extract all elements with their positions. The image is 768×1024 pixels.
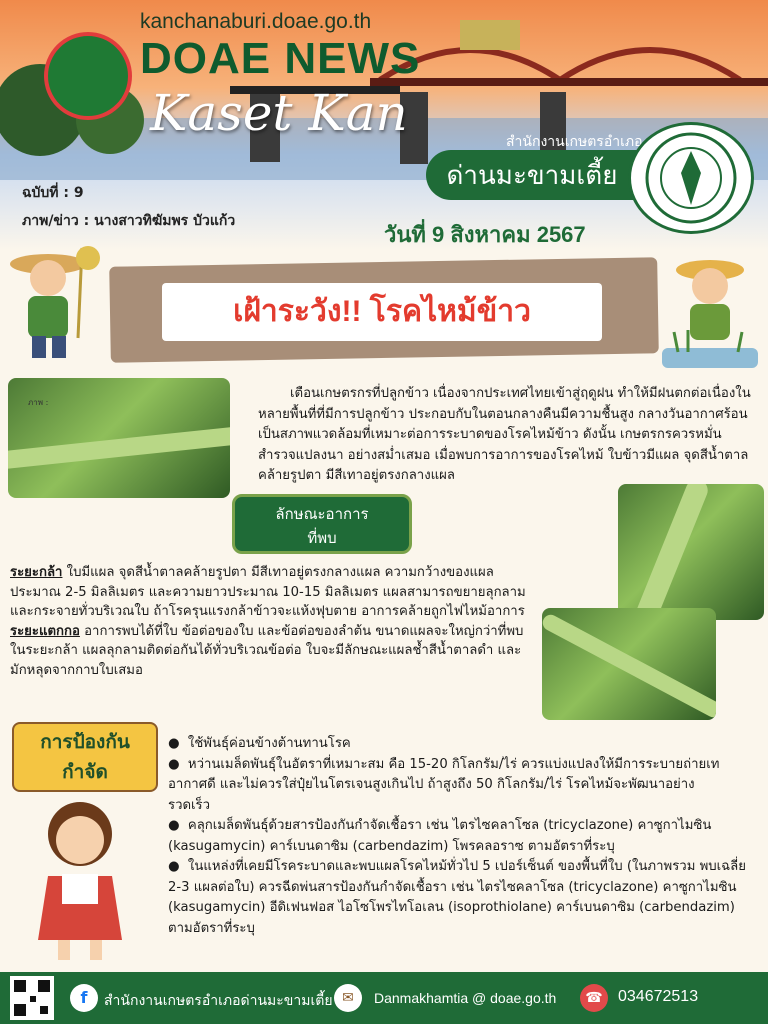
qr-code[interactable] [10,976,54,1020]
photo-caption: ภาพ : [28,398,49,407]
prevention-label-line2: กำจัด [62,762,108,783]
email-address[interactable]: Danmakhamtia @ doae.go.th [374,990,557,1006]
phone-number[interactable]: 034672513 [618,988,699,1005]
issue-date: วันที่ 9 สิงหาคม 2567 [384,222,586,247]
tillering-text: อาการพบได้ที่ใบ ข้อต่อของใบ และข้อต่อของลำต้น ขนาดแผลจะใหญ่กว่าที่พบในระยะกล้า แผลลุกลามติดต่อกันได้ทั่วบริเวณข้อต่อ ใบจะมีลักษณะแผลช้ำสีน้ำตาลดำ และมักหลุดจากกาบใบเสมอ [10,623,524,678]
prevention-item: ● ในแหล่งที่เคยมีโรคระบาดและพบแผลโรคไหม้ทั่วไป 5 เปอร์เซ็นต์ ของพื้นที่ใบ (ในภาพรวม พบเฉลี่ย 2-3 แผลต่อใบ) ควรฉีดพ่นสารป้องกันกำจัดเชื้อรา เช่น ไตรไซคลาโซล (tricyclazone) คาซูกาไมซิน (kasugamycin) อีดิเฟนฟอส ไอโซโพรไทโอเลน (isoprothiolane) คาร์เบนดาซิม (carbendazim) ตามอัตราที่ระบุ [168,859,746,936]
facebook-page[interactable]: สำนักงานเกษตรอำเภอด่านมะขามเตี้ย [104,992,333,1008]
issue-number: ฉบับที่ : 9 [22,185,84,201]
photo-news-credit: ภาพ/ข่าว : นางสาวทิฆัมพร บัวแก้ว [22,213,236,229]
headline: เฝ้าระวัง!! โรคไหม้ข้าว [233,295,531,328]
email-icon[interactable]: ✉ [334,984,362,1012]
prevention-list [168,734,754,939]
department-seal [628,122,754,234]
prevention-item: ● คลุกเมล็ดพันธุ์ด้วยสารป้องกันกำจัดเชื้อรา เช่น ไตรไซคลาโซล (tricyclazone) คาซูกาไมซิน (kasugamycin) คาร์เบนดาซิม (carbendazim) โพรคลอราซ ตามอัตราที่ระบุ [168,818,712,854]
girl-illustration [22,790,138,966]
rice-leaf-photo-2 [618,484,764,620]
facebook-icon[interactable]: f [70,984,98,1012]
prevention-item-cont: รวดเร็ว [168,797,211,813]
farmer-right-illustration [658,252,762,372]
department-logo [44,32,132,120]
rice-leaf-photo-3 [542,608,716,720]
symptoms-label-line1: ลักษณะอาการ [275,506,369,523]
prevention-label [12,722,158,792]
rice-leaf-photo-1 [8,378,230,498]
seedling-text: ใบมีแผล จุดสีน้ำตาลคล้ายรูปตา มีสีเทาอยู่ตรงกลางแผล ความกว้างของแผลประมาณ 2-5 มิลลิเมตร และความยาวประมาณ 10-15 มิลลิเมตร แผลสามารถขยายลุกลามและกระจายทั่วบริเวณใบ ถ้าโรครุนแรงกล้าข้าวจะแห้งฟุบตาย อาการคล้ายถูกไฟไหม้อาการ [10,565,526,619]
seedling-stage [10,563,530,622]
phone-icon[interactable]: ☎ [580,984,608,1012]
prevention-label-line1: การป้องกัน [40,732,130,753]
prevention-item: ● หว่านเมล็ดพันธุ์ในอัตราที่เหมาะสม คือ 15-20 กิโลกรัม/ไร่ ควรแบ่งแปลงให้มีการระบายถ่ายเทอากาศดี และไม่ควรใส่ปุ๋ยไนโตรเจนสูงเกินไป ถ้าสูงถึง 50 กิโลกรัม/ไร่ โรคไหม้จะพัฒนาอย่าง [168,756,720,792]
symptoms-label-line2: ที่พบ [307,530,337,547]
brand-script: Kaset Kan [150,84,408,142]
symptoms-section [10,563,530,680]
intro-paragraph: เตือนเกษตรกรที่ปลูกข้าว เนื่องจากประเทศไทยเข้าสู่ฤดูฝน ทำให้มีฝนตกต่อเนื่องในหลายพื้นที่ที่มีการปลูกข้าว ประกอบกับในตอนกลางคืนมีความชื้นสูง กลางวันอากาศร้อนเป็นสภาพแวดล้อมที่เหมาะต่อการระบาดของโรคไหม้ข้าว ดังนั้น เกษตรกรควรหมั่นสำรวจแปลงนา อย่างสม่ำเสมอ เมื่อพบการอาการของโรคไหม้ ใบข้าวมีแผล จุดสีน้ำตาลคล้ายรูปตา มีสีเทาอยู่ตรงกลางแผล [258,386,751,483]
tillering-stage [10,622,530,681]
site-url: kanchanaburi.doae.go.th [140,10,372,33]
district-name: ด่านมะขามเตี้ย [426,150,638,200]
tillering-heading: ระยะแตกกอ [10,623,80,639]
farmer-left-illustration [2,238,106,362]
seedling-heading: ระยะกล้า [10,565,63,580]
prevention-item: ● ใช้พันธุ์ค่อนข้างต้านทานโรค [168,736,351,751]
office-subtitle: สำนักงานเกษตรอำเภอ [506,133,643,149]
symptoms-label [232,494,412,554]
seal-icon [631,125,751,231]
brand-title: DOAE NEWS [140,34,421,83]
